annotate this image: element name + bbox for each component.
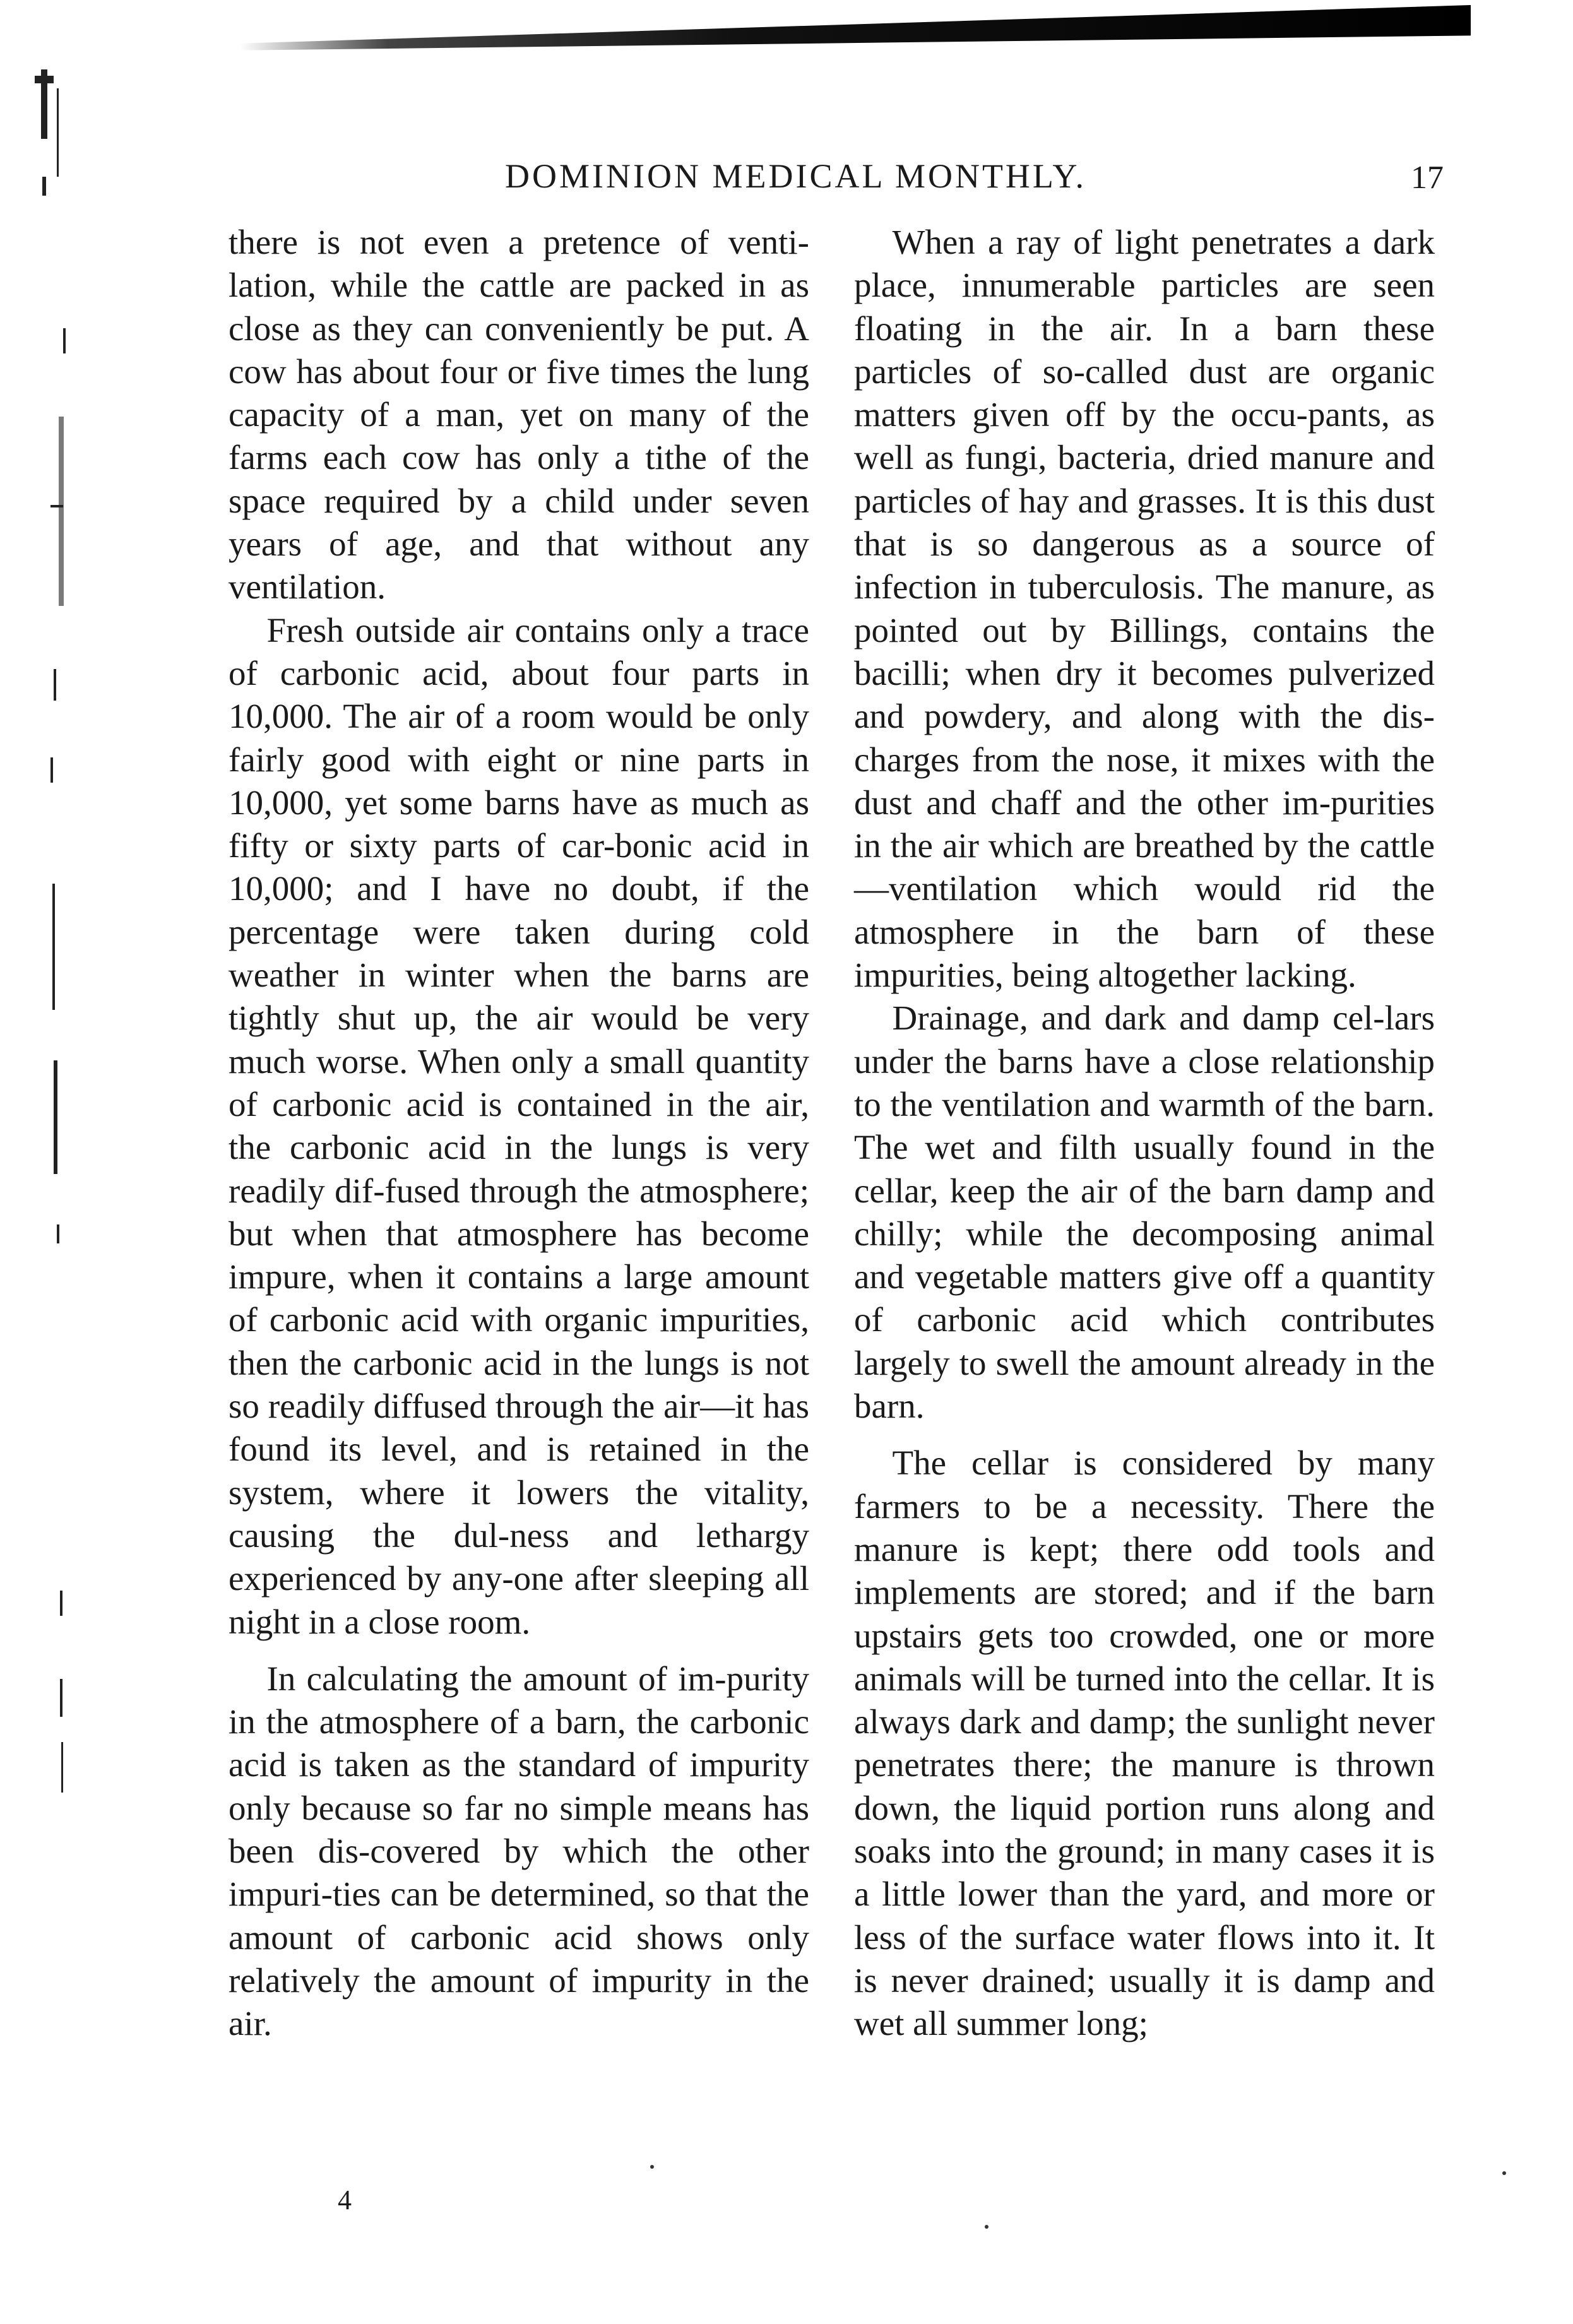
paragraph: In calculating the amount of im-purity in the atmosphere of a barn, the carbonic acid is taken as the standard of impurity only because so far no simple means has been dis-covered by which the other impuri-ties can be determined, so that the amount of carbonic acid shows only relatively the amount of impurity in the air. — [229, 1659, 809, 2043]
top-border-rule — [240, 5, 1471, 54]
signature-mark: 4 — [338, 2185, 352, 2215]
left-column — [229, 221, 809, 2045]
paragraph: When a ray of light penetrates a dark place, innumerable particles are seen floating in the air. In a barn these particles of so-called dust are organic matters given off by the occu-pants, as well as fungi, bacteria, dried manure and particles of hay and grasses. It is this dust that is so dangerous as a source of infection in tuberculosis. The manure, as pointed out by Billings, contains the bacilli; when dry it becomes pulverized and powdery, and along with the dis-charges from the nose, it mixes with the dust and chaff and the other im-purities in the air which are breathed by the cattle—ventilation which would rid the atmosphere in the barn of these impurities, being altogether lacking. — [854, 223, 1435, 995]
running-title: DOMINION MEDICAL MONTHLY. — [505, 157, 1087, 195]
right-column — [854, 221, 1435, 2045]
print-speck — [985, 2225, 988, 2229]
paragraph: The cellar is considered by many farmers to be a necessity. There the manure is kept; there odd tools and implements are stored; and if the barn upstairs gets too crowded, one or more animals will be turned into the cellar. It is always dark and damp; the sunlight never penetrates there; the manure is thrown down, the liquid portion runs along and soaks into the ground; in many cases it is a little lower than the yard, and more or less of the surface water flows into it. It is never drained; usually it is damp and wet all summer long; — [854, 1444, 1435, 2043]
paragraph: Fresh outside air contains only a trace of carbonic acid, about four parts in 10,000. The air of a room would be only fairly good with eight or nine parts in 10,000, yet some barns have as much as fifty or sixty parts of car-bonic acid in 10,000; and I have no doubt, if the percentage were taken during cold weather in winter when the barns are tightly shut up, the air would be very much worse. When only a small quantity of carbonic acid is contained in the air, the carbonic acid in the lungs is very readily dif-fused through the atmosphere; but when that atmosphere has become impure, when it contains a large amount of carbonic acid with organic impurities, then the carbonic acid in the lungs is not so readily diffused through the air—it has found its level, and is retained in the system, where it lowers the vitality, causing the dul-ness and lethargy experienced by any-one after sleeping all night in a close room. — [229, 610, 809, 1641]
left-margin-marks — [28, 63, 92, 1767]
paragraph: Drainage, and dark and damp cel-lars under the barns have a close relationship to the ventilation and warmth of the barn. The wet and filth usually found in the cellar, keep the air of the barn damp and chilly; while the decomposing animal and vegetable matters give off a quantity of carbonic acid which contributes largely to swell the amount already in the barn. — [854, 999, 1435, 1426]
print-speck — [1502, 2171, 1506, 2175]
paragraph: there is not even a pretence of venti-lation, while the cattle are packed in as close as they can conveniently be put. A cow has about four or five times the lung capacity of a man, yet on many of the farms each cow has only a tithe of the space required by a child under seven years of age, and that without any ventilation. — [229, 223, 809, 607]
print-speck — [650, 2165, 654, 2169]
page-number: 17 — [1411, 160, 1444, 196]
